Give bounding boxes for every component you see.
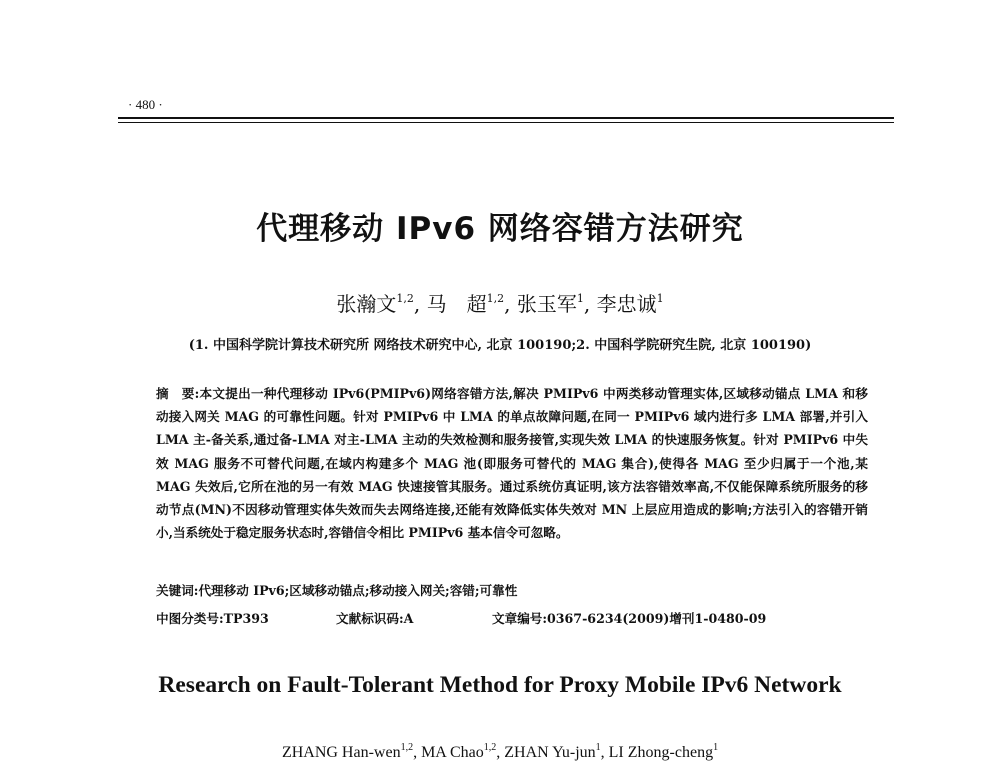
abstract-text: 本文提出一种代理移动 IPv6(PMIPv6)网络容错方法,解决 PMIPv6 中两类移动管理实体,区域移动锚点 LMA 和移动接入网关 MAG 的可靠性问题。针对 PMIPv6 中 LMA 的单点故障问题,在同一 PMIPv6 域内进行多 LMA 部署,并引入 LMA 主-备关系,通过备-LMA 对主-LMA 主动的失效检测和服务接管,实现失效 LMA 的快速服务恢复。针对 PMIPv6 中失效 MAG 服务不可替代问题,在域内构建多个 MAG 池(即服务可替代的 MAG 集合),使得各 MAG 至少归属于一个池,某 MAG 失效后,它所在池的另一有效 MAG 快速接管其服务。通过系统仿真证明,该方法容错效率高,不仅能保障系统所服务的移动节点(MN)不因移动管理实体失效而失去网络连接,还能有效降低实体失效对 MN 上层应用造成的影响;方法引入的容错开销小,当系统处于稳定服务状态时,容错信令相比 PMIPv6 基本信令可忽略。	[156, 386, 868, 541]
affiliation: (1. 中国科学院计算技术研究所 网络技术研究中心, 北京 100190;2. 中国科学院研究生院, 北京 100190)	[188, 338, 812, 353]
author-list	[0, 288, 1000, 317]
author-name: 张瀚文	[336, 292, 397, 316]
english-author-name: ZHAN Yu-jun	[504, 744, 596, 761]
author-separator: ,	[504, 292, 517, 316]
header-rule-thick	[118, 117, 894, 119]
english-author-separator: ,	[600, 744, 609, 761]
keywords-label: 关键词:	[156, 583, 199, 598]
english-author-affil-mark: 1,2	[400, 742, 414, 753]
page-number: · 480 ·	[128, 97, 163, 112]
keywords	[156, 580, 868, 599]
author-affil-mark: 1	[656, 292, 664, 305]
author-separator: ,	[583, 292, 597, 316]
clc-number: 中图分类号:TP393	[156, 611, 269, 626]
english-author-name: LI Zhong-cheng	[608, 744, 714, 761]
author-affil-mark: 1,2	[396, 292, 414, 305]
author-name: 李忠诚	[596, 292, 657, 316]
document-code: 文献标识码:A	[336, 611, 414, 626]
english-title: Research on Fault-Tolerant Method for Proxy Mobile IPv6 Network	[158, 672, 842, 698]
english-author-affil-mark: 1	[595, 742, 601, 753]
author-affil-mark: 1	[576, 292, 584, 305]
header-rule-thin	[118, 122, 894, 123]
author-name: 张玉军	[516, 292, 577, 316]
keywords-text: 代理移动 IPv6;区域移动锚点;移动接入网关;容错;可靠性	[198, 583, 518, 598]
english-author-affil-mark: 1,2	[483, 742, 497, 753]
english-author-separator: ,	[496, 744, 505, 761]
paper-title: 代理移动 IPv6 网络容错方法研究	[256, 211, 744, 247]
english-author-affil-mark: 1	[713, 742, 719, 753]
author-affil-mark: 1,2	[486, 292, 505, 305]
article-number: 文章编号:0367-6234(2009)增刊1-0480-09	[492, 611, 767, 626]
abstract	[156, 382, 868, 544]
abstract-label: 摘 要:	[156, 386, 200, 401]
author-name: 马 超	[426, 292, 487, 316]
english-author-list	[0, 742, 1000, 762]
english-author-name: MA Chao	[421, 744, 484, 761]
english-author-name: ZHANG Han-wen	[281, 744, 401, 761]
author-separator: ,	[413, 292, 421, 316]
english-author-separator: ,	[413, 744, 422, 761]
